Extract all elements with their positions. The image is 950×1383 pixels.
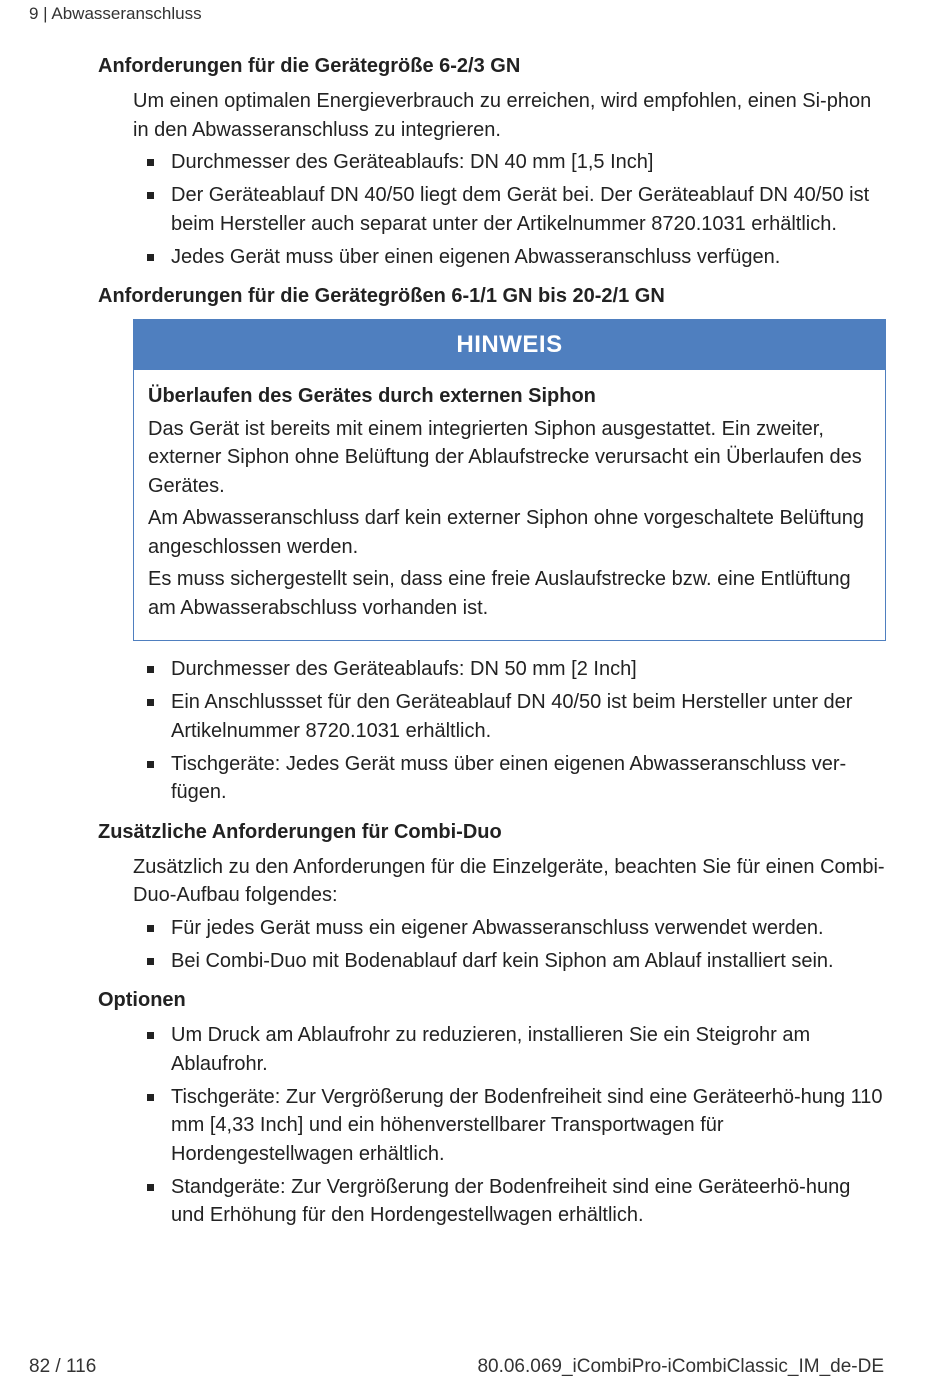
- bullet-list: [98, 655, 888, 807]
- bullet-icon: [147, 1032, 154, 1039]
- bullet-icon: [147, 1184, 154, 1191]
- document-id: 80.06.069_iCombiPro-iCombiClassic_IM_de-DE: [477, 1356, 884, 1377]
- bullet-icon: [147, 192, 154, 199]
- section-heading: Anforderungen für die Gerätegröße 6-2/3 GN: [98, 55, 521, 77]
- page-content: [98, 51, 888, 1240]
- list-item: Um Druck am Ablaufrohr zu reduzieren, installieren Sie ein Steigrohr am Ablaufrohr.: [171, 1021, 888, 1078]
- list-item: Tischgeräte: Jedes Gerät muss über einen eigenen Abwasseranschluss ver-fügen.: [171, 750, 888, 807]
- notice-paragraph: Am Abwasseranschluss darf kein externer Siphon ohne vorgeschaltete Belüftung angeschlossen werden.: [148, 507, 864, 558]
- page-number: 82 / 116: [29, 1356, 97, 1377]
- notice-box: [133, 319, 886, 641]
- list-item: Durchmesser des Geräteablaufs: DN 40 mm [1,5 Inch]: [171, 148, 888, 177]
- section-heading: Zusätzliche Anforderungen für Combi-Duo: [98, 820, 502, 843]
- list-item: Tischgeräte: Zur Vergrößerung der Bodenfreiheit sind eine Geräteerhö-hung 110 mm [4,33 Inch] und ein höhenverstellbarer Transportwagen für Hordengestellwagen erhältlich.: [171, 1083, 888, 1169]
- bullet-list: [98, 148, 888, 271]
- notice-paragraph: Das Gerät ist bereits mit einem integrierten Siphon ausgestattet. Ein zweiter, externer Siphon ohne Belüftung der Ablaufstrecke verursacht ein Überlaufen des Gerätes.: [148, 417, 862, 497]
- section-intro: Zusätzlich zu den Anforderungen für die Einzelgeräte, beachten Sie für einen Combi-Duo-Aufbau folgendes:: [133, 855, 885, 906]
- bullet-icon: [147, 925, 154, 932]
- list-item: Ein Anschlussset für den Geräteablauf DN 40/50 ist beim Hersteller unter der Artikelnummer 8720.1031 erhältlich.: [171, 688, 888, 745]
- list-item: Der Geräteablauf DN 40/50 liegt dem Gerät bei. Der Geräteablauf DN 40/50 ist beim Hersteller auch separat unter der Artikelnummer 8720.1031 erhältlich.: [171, 181, 888, 238]
- notice-body: [134, 370, 885, 640]
- bullet-icon: [147, 1094, 154, 1101]
- bullet-icon: [147, 958, 154, 965]
- notice-title: HINWEIS: [134, 320, 885, 370]
- list-item: Jedes Gerät muss über einen eigenen Abwasseranschluss verfügen.: [171, 243, 888, 272]
- bullet-icon: [147, 699, 154, 706]
- bullet-list: [98, 1021, 888, 1230]
- list-item: Für jedes Gerät muss ein eigener Abwasseranschluss verwendet werden.: [171, 914, 888, 943]
- bullet-icon: [147, 254, 154, 261]
- section-intro: Um einen optimalen Energieverbrauch zu erreichen, wird empfohlen, einen Si-phon in den Abwasseranschluss zu integrieren.: [133, 90, 872, 141]
- bullet-list: [98, 914, 888, 976]
- list-item: Durchmesser des Geräteablaufs: DN 50 mm [2 Inch]: [171, 655, 888, 684]
- bullet-icon: [147, 666, 154, 673]
- list-item: Bei Combi-Duo mit Bodenablauf darf kein Siphon am Ablauf installiert sein.: [171, 947, 888, 976]
- section-heading: Optionen: [98, 989, 186, 1011]
- notice-paragraph: Es muss sichergestellt sein, dass eine freie Auslaufstrecke bzw. eine Entlüftung am Abwasserabschluss vorhanden ist.: [148, 568, 851, 619]
- section-heading: Anforderungen für die Gerätegrößen 6-1/1 GN bis 20-2/1 GN: [98, 285, 665, 307]
- page-header: 9 | Abwasseranschluss: [29, 4, 202, 23]
- list-item: Standgeräte: Zur Vergrößerung der Bodenfreiheit sind eine Geräteerhö-hung und Erhöhung für den Hordengestellwagen erhältlich.: [171, 1173, 888, 1230]
- notice-subtitle: Überlaufen des Gerätes durch externen Siphon: [148, 385, 596, 407]
- bullet-icon: [147, 159, 154, 166]
- bullet-icon: [147, 761, 154, 768]
